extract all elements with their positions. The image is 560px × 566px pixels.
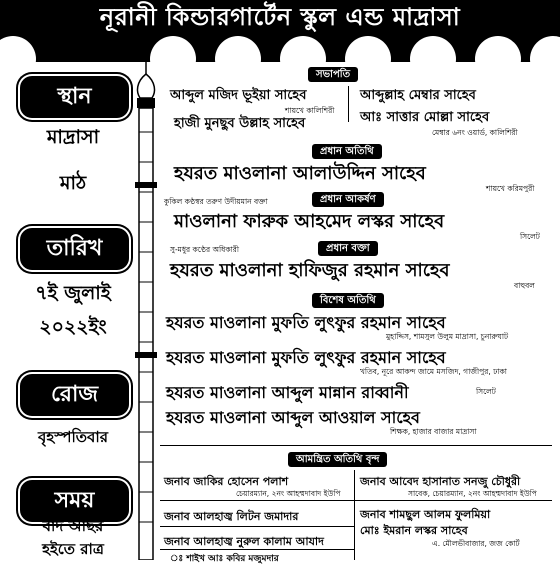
main-speaker-note: বাহুবল (514, 281, 535, 290)
scallop-decoration (530, 36, 560, 62)
chief-guest-note: শায়খে করিমপুরী (486, 184, 535, 193)
invited-right-3: মোঃ ইমরান লস্কর সাহেব (360, 524, 468, 537)
scallop-decoration (150, 36, 196, 62)
invited-left-1-note: চেয়ারম্যান, ২নং আহম্মদাবাদ ইউপি (236, 489, 341, 498)
main-attraction-prenote: কুকিল কণ্ঠস্বর তরুণ উদীয়মান বক্তা (164, 197, 268, 206)
invited-left-2: জনাব আলহাজ্ব লিটন জমাদার (164, 510, 299, 523)
president-name-1-note: শায়খে কালিশিরী (285, 106, 335, 115)
divider (348, 86, 349, 122)
header-banner (0, 0, 560, 62)
time-line2: হইতে রাত্র (42, 540, 104, 558)
scallop-decoration (280, 36, 326, 62)
chief-guest-name: হযরত মাওলানা আলাউদ্দিন সাহেব (174, 163, 426, 184)
scallop-decoration (410, 36, 456, 62)
main-attraction-label: প্রধান আকর্ষণ (312, 192, 384, 207)
date-label: তারিখ (20, 228, 129, 270)
main-speaker-name: হযরত মাওলানা হাফিজুর রহমান সাহেব (170, 260, 450, 281)
special-guest-note-2: খতিব, নূরে আকন্দ জামে মসজিদ, গাজীপুর, ঢাকা (360, 367, 507, 376)
main-speaker-label: প্রধান বক্তা (318, 241, 378, 256)
date-line2: ২০২২ইং (39, 316, 107, 338)
special-guest-name-1: হযরত মাওলানা মুফতি লুৎফুর রহমান সাহেব (166, 313, 446, 332)
special-guest-name-3: হযরত মাওলানা আব্দুল মান্নান রাব্বানী (166, 383, 409, 402)
venue-value-line1: মাদ্রাসা (46, 126, 100, 148)
chief-guest-label: প্রধান অতিথি (312, 144, 382, 159)
guests-panel (160, 62, 552, 564)
divider (354, 470, 355, 560)
invited-left-3: জনাব আলহাজ্ব নুরুল কালাম আযাদ (164, 535, 324, 548)
minaret-illustration (128, 62, 164, 560)
event-info-column (0, 62, 145, 560)
special-guest-note-1: মুহাদ্দিস, শামসুল উলুম মাদ্রাসা, চুনারুঘাট (386, 332, 509, 341)
time-line1: বাদ আছর (42, 517, 104, 535)
special-guest-note-4: শিক্ষক, হাজার বাজার মাদ্রাসা (390, 427, 477, 436)
special-guest-label: বিশেষ অতিথি (312, 293, 384, 308)
venue-label: স্থান (20, 76, 129, 118)
time-label: সময় (20, 480, 129, 522)
invited-right-1: জনাব আবেদ হাসানাত সনজু চৌধুরী (360, 475, 521, 488)
day-value: বৃহস্পতিবার (38, 428, 108, 446)
invited-right-1-note: সাবেক, চেয়ারম্যান, ২নং আহম্মদাবাদ ইউপি (408, 489, 537, 498)
scallop-decoration (215, 36, 261, 62)
invited-left-4: ঃ শাইখ আঃ কবির মজুমদার (170, 554, 279, 564)
president-name-4-note: মেম্বার ৬নং ওয়ার্ড, কালিশিরী (432, 128, 518, 137)
special-guest-name-2: হযরত মাওলানা মুফতি লুৎফুর রহমান সাহেব (166, 348, 446, 367)
row-divider (355, 500, 552, 501)
president-label: সভাপতি (308, 67, 358, 82)
main-attraction-note: সিলেট (520, 232, 540, 241)
scallop-decoration (0, 36, 36, 62)
main-attraction-name: মাওলানা ফারুক আহমেদ লস্কর সাহেব (174, 211, 445, 232)
invited-guests-label: আমন্ত্রিত অতিথি বৃন্দ (288, 452, 387, 467)
row-divider (160, 526, 354, 527)
special-guest-note-3: সিলেট (476, 387, 496, 396)
special-guest-name-4: হযরত মাওলানা আব্দুল আওয়াল সাহেব (166, 408, 420, 427)
scallop-decoration (345, 36, 391, 62)
president-name-4: আঃ সাত্তার মোল্লা সাহেব (360, 110, 490, 125)
invited-left-1: জনাব জাকির হোসেন পলাশ (164, 475, 289, 488)
president-name-1: আব্দুল মজিদ ভূইয়া সাহেব (170, 88, 307, 103)
invited-right-3-note: এ. মৌলভীবাজার, জজ কোর্ট (432, 539, 520, 548)
scallop-decoration (475, 36, 521, 62)
row-divider (160, 549, 354, 550)
main-speaker-prenote: সু-মধুর কণ্ঠের অধিকারী (170, 245, 240, 254)
president-name-3: হাজী মুনছুব উল্লাহ সাহেব (174, 116, 306, 131)
venue-value-line2: মাঠ (59, 172, 87, 194)
president-name-2: আব্দুল্লাহ মেম্বার সাহেব (360, 88, 476, 103)
section-divider (160, 445, 552, 446)
date-line1: ৭ই জুলাই (35, 282, 111, 304)
day-label: রোজ (20, 374, 129, 416)
page-title: নূরানী কিন্ডারগার্টেন স্কুল এন্ড মাদ্রাসা (99, 3, 461, 31)
invited-right-2: জনাব শামছুল আলম ফুলমিয়া (360, 508, 491, 521)
row-divider (160, 500, 354, 501)
